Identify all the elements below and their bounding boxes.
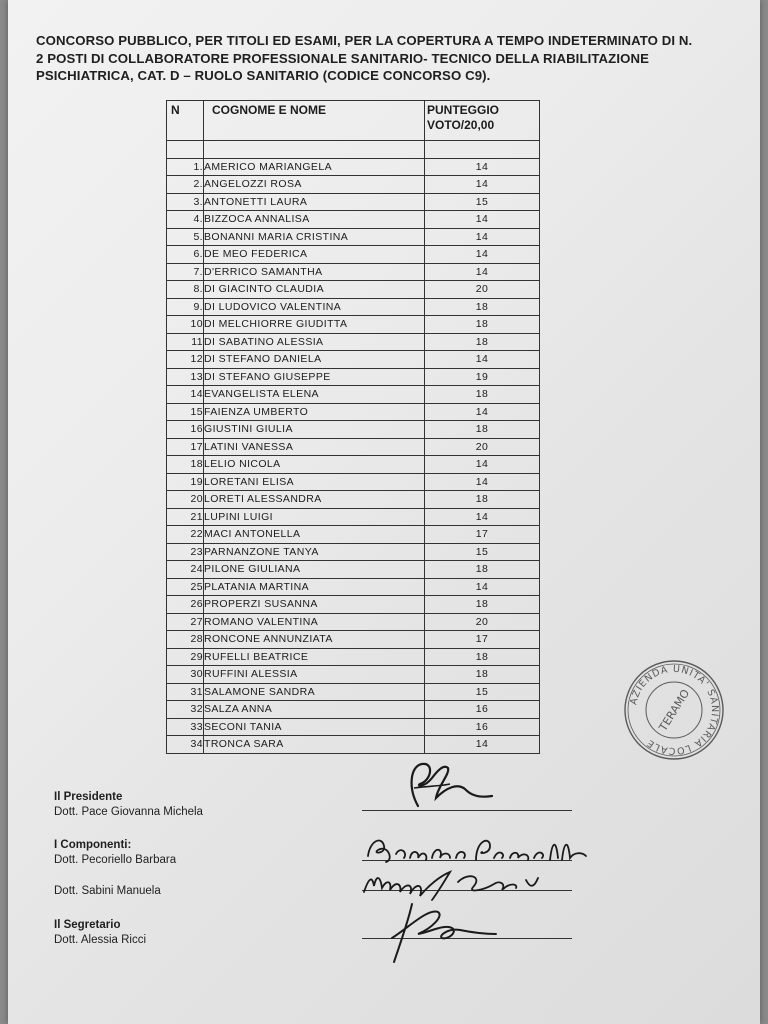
table-row [167,368,540,386]
candidate-name: MACI ANTONELLA [204,526,425,544]
document-page [8,0,760,1024]
president-signature [388,758,498,818]
candidate-score: 14 [425,578,540,596]
table-row [167,508,540,526]
candidate-score: 18 [425,421,540,439]
secretary-name: Dott. Alessia Ricci [54,934,147,946]
table-row [167,613,540,631]
president-role: Il Presidente [54,791,123,803]
row-number: 17 [167,438,204,456]
candidate-name: DI GIACINTO CLAUDIA [204,281,425,299]
row-number: 34 [167,736,204,754]
row-number: 13 [167,368,204,386]
candidate-score: 15 [425,683,540,701]
title-line-2: 2 POSTI DI COLLABORATORE PROFESSIONALE SANITARIO- TECNICO DELLA RIABILITAZIONE [36,50,649,66]
candidate-score: 15 [425,543,540,561]
row-number: 3. [167,193,204,211]
table-row [167,421,540,439]
candidate-name: SALZA ANNA [204,701,425,719]
table-row [167,263,540,281]
candidate-score: 18 [425,561,540,579]
row-number: 7. [167,263,204,281]
official-stamp [622,658,726,762]
row-number: 26 [167,596,204,614]
candidate-name: DI STEFANO GIUSEPPE [204,368,425,386]
table-row [167,228,540,246]
candidate-name: LORETANI ELISA [204,473,425,491]
table-row [167,683,540,701]
member2-signature [358,862,558,902]
candidate-name: AMERICO MARIANGELA [204,158,425,176]
row-number: 29 [167,648,204,666]
candidate-name: LATINI VANESSA [204,438,425,456]
header-score-line1: PUNTEGGIO [427,103,500,117]
row-number: 27 [167,613,204,631]
table-row [167,578,540,596]
row-number: 22 [167,526,204,544]
table-row [167,718,540,736]
candidate-name: PROPERZI SUSANNA [204,596,425,614]
table-row [167,701,540,719]
table-body [167,158,540,753]
candidate-score: 18 [425,666,540,684]
title-line-3: PSICHIATRICA, CAT. D – RUOLO SANITARIO (CODICE CONCORSO C9). [36,68,491,83]
candidate-score: 18 [425,491,540,509]
candidate-name: LUPINI LUIGI [204,508,425,526]
candidate-name: DI STEFANO DANIELA [204,351,425,369]
row-number: 4. [167,211,204,229]
row-number: 6. [167,246,204,264]
table-row [167,666,540,684]
candidate-score: 14 [425,176,540,194]
candidate-score: 18 [425,648,540,666]
row-number: 24 [167,561,204,579]
candidate-score: 14 [425,211,540,229]
candidate-score: 20 [425,438,540,456]
table-row [167,333,540,351]
row-number: 19 [167,473,204,491]
candidate-score: 18 [425,298,540,316]
candidate-score: 14 [425,736,540,754]
header-score [425,101,540,141]
candidate-score: 16 [425,701,540,719]
row-number: 28 [167,631,204,649]
row-number: 1. [167,158,204,176]
header-n: N [167,101,204,141]
row-number: 32 [167,701,204,719]
row-number: 33 [167,718,204,736]
member2-block [54,884,161,899]
candidate-name: BIZZOCA ANNALISA [204,211,425,229]
row-number: 25 [167,578,204,596]
table-row [167,316,540,334]
header-spacer [167,141,540,159]
candidate-name: ANGELOZZI ROSA [204,176,425,194]
table-row [167,543,540,561]
candidate-score: 14 [425,508,540,526]
candidate-name: EVANGELISTA ELENA [204,386,425,404]
row-number: 20 [167,491,204,509]
row-number: 18 [167,456,204,474]
header-score-line2: VOTO/20,00 [427,118,495,132]
candidate-name: RUFELLI BEATRICE [204,648,425,666]
candidate-name: PILONE GIULIANA [204,561,425,579]
table-row [167,193,540,211]
candidate-name: SALAMONE SANDRA [204,683,425,701]
table-row [167,386,540,404]
candidate-score: 14 [425,351,540,369]
table-row [167,596,540,614]
candidate-score: 16 [425,718,540,736]
candidate-score: 20 [425,613,540,631]
table-row [167,526,540,544]
candidate-score: 14 [425,263,540,281]
candidate-name: DI LUDOVICO VALENTINA [204,298,425,316]
row-number: 15 [167,403,204,421]
row-number: 14 [167,386,204,404]
candidate-name: BONANNI MARIA CRISTINA [204,228,425,246]
table-row [167,473,540,491]
table-row [167,176,540,194]
member2-name: Dott. Sabini Manuela [54,885,161,897]
candidate-name: PARNANZONE TANYA [204,543,425,561]
title-line-1: CONCORSO PUBBLICO, PER TITOLI ED ESAMI, PER LA COPERTURA A TEMPO INDETERMINATO DI N. [36,33,693,48]
header-name: COGNOME E NOME [204,101,425,141]
candidate-score: 14 [425,473,540,491]
candidate-name: RUFFINI ALESSIA [204,666,425,684]
secretary-role: Il Segretario [54,919,121,931]
candidate-name: ROMANO VALENTINA [204,613,425,631]
candidate-name: DI MELCHIORRE GIUDITTA [204,316,425,334]
table-header-row [167,101,540,141]
candidate-score: 18 [425,386,540,404]
candidate-name: FAIENZA UMBERTO [204,403,425,421]
secretary-signature [378,898,518,968]
candidate-score: 19 [425,368,540,386]
stamp-center-text: TERAMO [656,687,693,734]
candidate-name: GIUSTINI GIULIA [204,421,425,439]
row-number: 11 [167,333,204,351]
row-number: 23 [167,543,204,561]
table-row [167,438,540,456]
row-number: 5. [167,228,204,246]
table-row [167,403,540,421]
ranking-table [166,100,540,754]
candidate-score: 14 [425,228,540,246]
candidate-score: 14 [425,246,540,264]
president-block [54,790,203,820]
candidate-name: D'ERRICO SAMANTHA [204,263,425,281]
table-row [167,158,540,176]
table-row [167,736,540,754]
candidate-name: ANTONETTI LAURA [204,193,425,211]
candidate-name: LELIO NICOLA [204,456,425,474]
table-row [167,491,540,509]
secretary-block [54,918,146,948]
row-number: 16 [167,421,204,439]
table-row [167,456,540,474]
candidate-name: TRONCA SARA [204,736,425,754]
candidate-name: PLATANIA MARTINA [204,578,425,596]
table-row [167,648,540,666]
row-number: 10 [167,316,204,334]
row-number: 8. [167,281,204,299]
table-row [167,298,540,316]
table-row [167,281,540,299]
candidate-name: DE MEO FEDERICA [204,246,425,264]
row-number: 12 [167,351,204,369]
stamp-ring-text: AZIENDA UNITA' SANITARIA LOCALE [628,663,721,757]
candidate-name: SECONI TANIA [204,718,425,736]
candidate-score: 17 [425,526,540,544]
table-row [167,561,540,579]
president-name: Dott. Pace Giovanna Michela [54,806,203,818]
row-number: 9. [167,298,204,316]
member1-name: Dott. Pecoriello Barbara [54,854,177,866]
row-number: 2. [167,176,204,194]
table-row [167,351,540,369]
members-block [54,838,176,868]
row-number: 31 [167,683,204,701]
candidate-score: 18 [425,316,540,334]
candidate-score: 20 [425,281,540,299]
candidate-score: 14 [425,403,540,421]
candidate-score: 18 [425,596,540,614]
row-number: 30 [167,666,204,684]
candidate-score: 14 [425,456,540,474]
candidate-score: 17 [425,631,540,649]
row-number: 21 [167,508,204,526]
candidate-score: 18 [425,333,540,351]
competition-title [36,32,693,85]
candidate-name: RONCONE ANNUNZIATA [204,631,425,649]
candidate-score: 14 [425,158,540,176]
table-row [167,246,540,264]
candidate-name: DI SABATINO ALESSIA [204,333,425,351]
candidate-score: 15 [425,193,540,211]
members-role: I Componenti: [54,839,132,851]
table-row [167,211,540,229]
table-row [167,631,540,649]
candidate-name: LORETI ALESSANDRA [204,491,425,509]
